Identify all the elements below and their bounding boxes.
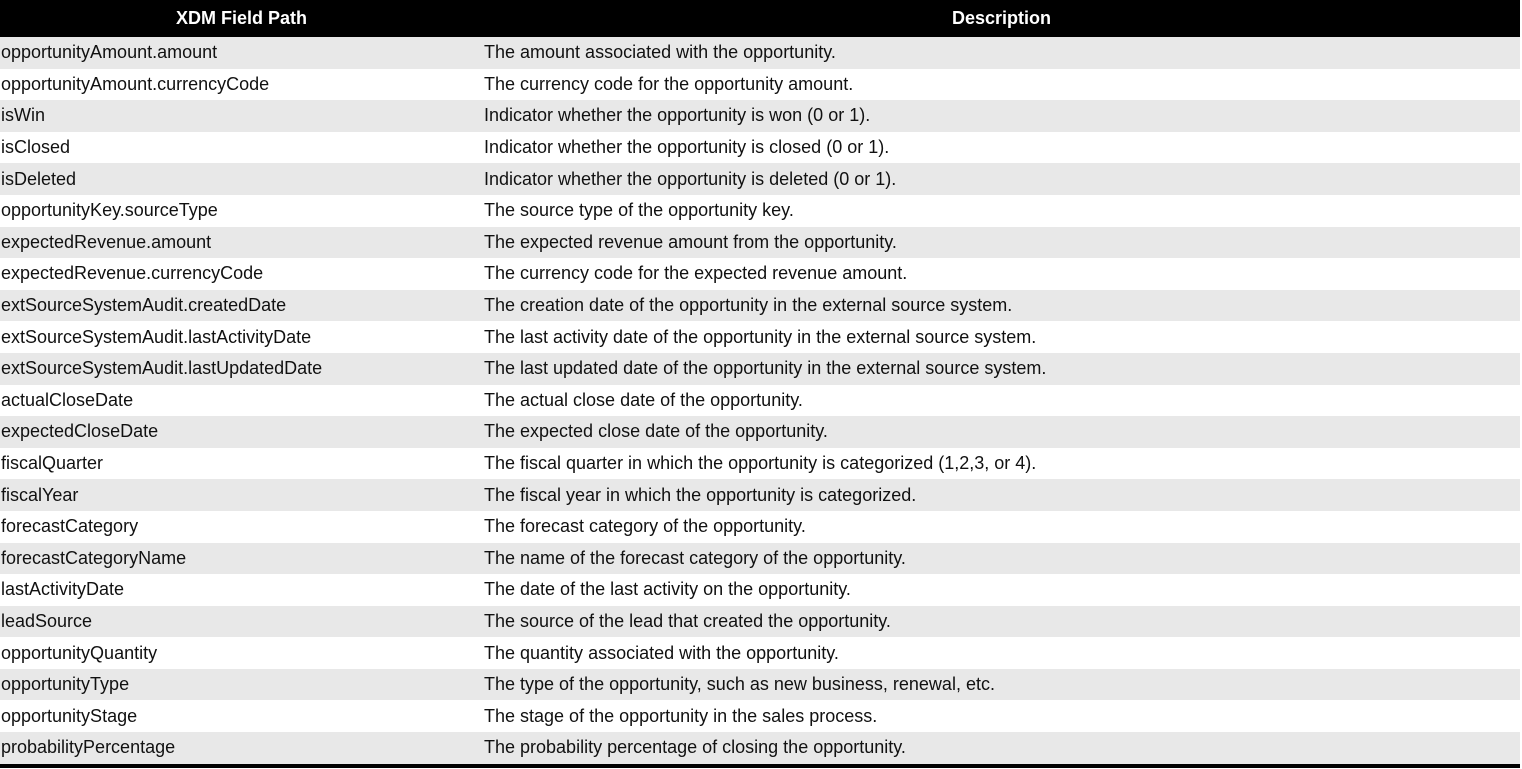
field-path-cell: extSourceSystemAudit.lastUpdatedDate — [1, 358, 323, 379]
description-cell: The last activity date of the opportunity in the external source system. — [484, 326, 1037, 347]
field-path-cell: extSourceSystemAudit.lastActivityDate — [1, 326, 312, 347]
field-path-cell: opportunityKey.sourceType — [1, 200, 218, 221]
table-body — [0, 37, 1520, 764]
table-row — [0, 227, 1520, 259]
field-path-cell: leadSource — [1, 610, 93, 631]
field-path-cell: opportunityQuantity — [1, 642, 158, 663]
description-cell: Indicator whether the opportunity is closed (0 or 1). — [484, 137, 890, 158]
field-path-cell: forecastCategoryName — [1, 547, 187, 568]
description-cell: The expected revenue amount from the opportunity. — [484, 231, 897, 252]
table-row — [0, 69, 1520, 101]
table-row — [0, 448, 1520, 480]
table-row — [0, 385, 1520, 417]
table-row — [0, 543, 1520, 575]
field-path-cell: probabilityPercentage — [1, 737, 176, 758]
table-row — [0, 574, 1520, 606]
description-cell: The fiscal year in which the opportunity is categorized. — [484, 484, 917, 505]
field-path-cell: isClosed — [1, 137, 71, 158]
table-row — [0, 353, 1520, 385]
field-path-cell: lastActivityDate — [1, 579, 125, 600]
description-cell: The source of the lead that created the opportunity. — [484, 610, 891, 631]
table-row — [0, 258, 1520, 290]
table-row — [0, 732, 1520, 764]
table-row — [0, 606, 1520, 638]
description-cell: The source type of the opportunity key. — [484, 200, 794, 221]
table-row — [0, 700, 1520, 732]
table-row — [0, 132, 1520, 164]
table-row — [0, 163, 1520, 195]
table-row — [0, 637, 1520, 669]
field-path-cell: expectedRevenue.currencyCode — [1, 263, 264, 284]
field-path-cell: fiscalQuarter — [1, 453, 104, 474]
table-row — [0, 416, 1520, 448]
field-path-cell: opportunityAmount.currencyCode — [1, 73, 270, 94]
field-path-cell: actualCloseDate — [1, 389, 134, 410]
description-cell: The probability percentage of closing the opportunity. — [484, 737, 906, 758]
description-cell: The currency code for the opportunity amount. — [484, 73, 854, 94]
field-path-cell: expectedRevenue.amount — [1, 231, 212, 252]
table-row — [0, 511, 1520, 543]
table-row — [0, 37, 1520, 69]
field-path-cell: fiscalYear — [1, 484, 79, 505]
field-path-cell: opportunityStage — [1, 705, 138, 726]
header-field-path: XDM Field Path — [175, 8, 307, 28]
field-path-cell: expectedCloseDate — [1, 421, 159, 442]
description-cell: Indicator whether the opportunity is won (0 or 1). — [484, 105, 871, 126]
field-path-cell: forecastCategory — [1, 516, 139, 537]
table-row — [0, 479, 1520, 511]
table-row — [0, 100, 1520, 132]
description-cell: The date of the last activity on the opportunity. — [484, 579, 851, 600]
description-cell: The quantity associated with the opportunity. — [484, 642, 839, 663]
description-cell: The name of the forecast category of the opportunity. — [484, 547, 906, 568]
table-row — [0, 321, 1520, 353]
table-row — [0, 290, 1520, 322]
table-row — [0, 195, 1520, 227]
field-path-cell: extSourceSystemAudit.createdDate — [1, 295, 287, 316]
header-description: Description — [951, 8, 1052, 28]
description-cell: The last updated date of the opportunity in the external source system. — [484, 358, 1047, 379]
description-cell: The fiscal quarter in which the opportunity is categorized (1,2,3, or 4). — [484, 453, 1037, 474]
field-path-cell: isDeleted — [1, 168, 77, 189]
description-cell: The expected close date of the opportunity. — [484, 421, 828, 442]
field-path-cell: isWin — [1, 105, 45, 126]
field-path-cell: opportunityType — [1, 674, 130, 695]
description-cell: The amount associated with the opportunity. — [484, 42, 836, 63]
description-cell: The type of the opportunity, such as new business, renewal, etc. — [484, 674, 995, 695]
description-cell: The forecast category of the opportunity. — [484, 516, 806, 537]
field-path-cell: opportunityAmount.amount — [1, 42, 218, 63]
table-row — [0, 669, 1520, 701]
description-cell: Indicator whether the opportunity is deleted (0 or 1). — [484, 168, 897, 189]
description-cell: The actual close date of the opportunity. — [484, 389, 803, 410]
description-cell: The stage of the opportunity in the sales process. — [484, 705, 878, 726]
table-header-row — [0, 0, 1520, 37]
description-cell: The creation date of the opportunity in the external source system. — [484, 295, 1013, 316]
description-cell: The currency code for the expected revenue amount. — [484, 263, 908, 284]
